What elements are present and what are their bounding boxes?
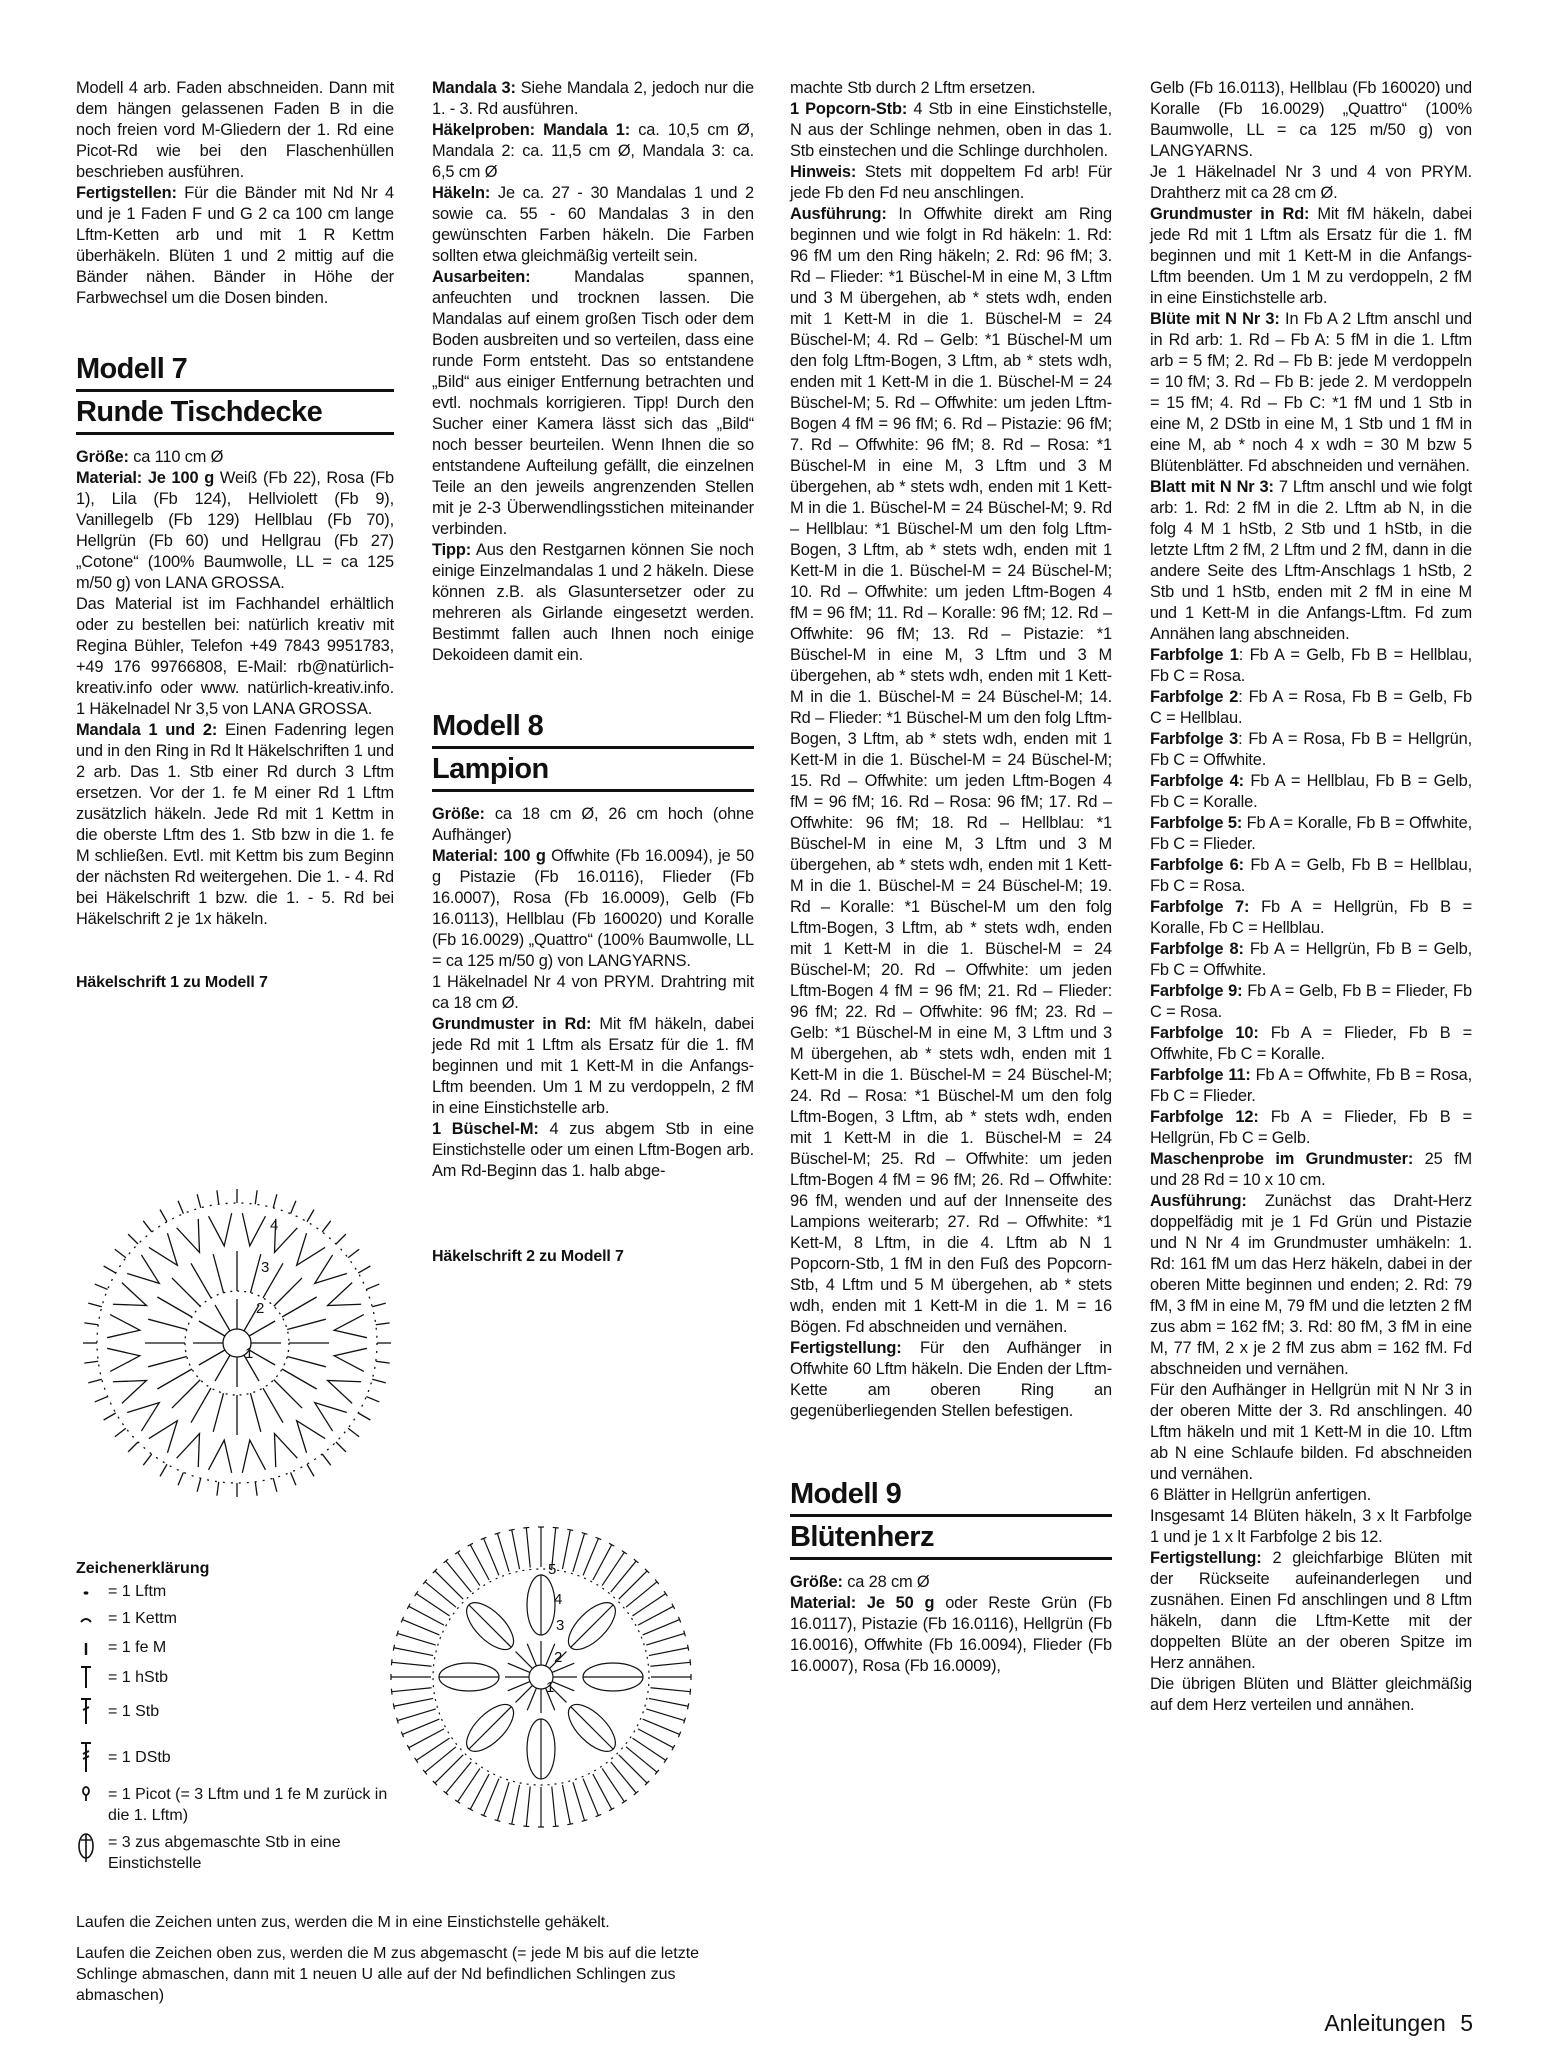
stitch-outer-round (526, 1528, 530, 1568)
stitch-top-bar (415, 1591, 418, 1596)
paragraph: Maschenprobe im Grundmuster: 25 fM und 28 Rd = 10 x 10 cm. (1150, 1150, 1472, 1189)
stitch-outer-round (643, 1620, 680, 1635)
stitch-round-3 (107, 1315, 140, 1338)
page-number: 5 (1460, 2010, 1473, 2036)
stitch-top-bar (509, 1824, 515, 1825)
round-number: 3 (556, 1617, 565, 1634)
stitch-outer-round (619, 1571, 647, 1599)
stitch-round-3 (297, 1233, 325, 1265)
stitch-outer-round (512, 1785, 520, 1824)
stitch-round-4 (104, 1413, 116, 1420)
stitch-round-4 (197, 1194, 201, 1208)
stitch-round-1 (199, 1350, 225, 1365)
paragraph: machte Stb durch 2 Lftm ersetzen. (790, 79, 1036, 97)
stitch-round-4 (95, 1397, 108, 1402)
stitch-top-bar (684, 1631, 686, 1637)
paragraph: Blüte mit N Nr 3: In Fb A 2 Lftm anschl und in Rd arb: 1. Rd – Fb A: 5 fM in die 1. Lftm arb = 5 fM; 2. Rd – Fb B: jede M verdoppeln = 10 fM; 3. Rd – Fb B: jede 2. M verdoppeln = 15 fM; 4. Rd – Fb C: *1 fM und 1 Stb in eine M, 2 DStb in eine M, 1 Stb und 1 fM in eine M, ab * noch 4 x wdh = 30 M bzw 5 Blütenblätter. Fd abschneiden und vernähen. (1150, 310, 1472, 475)
stitch-round-3 (209, 1440, 232, 1473)
stitch-round-3 (177, 1219, 200, 1253)
farbfolge-item: Farbfolge 6: Fb A = Gelb, Fb B = Hellblau, Fb C = Rosa. (1150, 856, 1473, 895)
paragraph: Insgesamt 14 Blüten häkeln, 3 x lt Farbfolge 1 und je 1 x lt Farbfolge 2 bis 12. (1150, 1507, 1472, 1546)
stitch-round-1 (508, 1682, 530, 1691)
paragraph: Größe: ca 18 cm Ø, 26 cm hoch (ohne Aufhänger) (432, 805, 754, 844)
stitch-outer-round (562, 1530, 570, 1569)
treble-crochet-icon (76, 1740, 108, 1774)
stitch-outer-round (512, 1530, 520, 1569)
stitch-round-4 (376, 1323, 390, 1325)
stitch-outer-round (643, 1719, 680, 1734)
legend-label: = 1 hStb (108, 1668, 169, 1686)
heading-subtitle: Blütenherz (790, 1517, 1112, 1560)
stitch-outer-round (626, 1582, 657, 1607)
stitch-round-4 (88, 1303, 102, 1307)
symbol-legend (76, 1558, 388, 1880)
stitch-round-4 (104, 1266, 116, 1273)
paragraph: Grundmuster in Rd: Mit fM häkeln, dabei jede Rd mit 1 Lftm als Ersatz für die 1. fM beginnen und mit 1 Kett-M in die Anfangs-Lftm beenden. Um 1 M zu verdoppeln, 2 fM in eine Einstichstelle arb. (432, 1015, 754, 1117)
paragraph: 1 Popcorn-Stb: 4 Stb in eine Einstichstelle, N aus der Schlinge nehmen, oben in das 1. Stb einstechen und die Schlinge durchholen. (790, 100, 1112, 160)
paragraph: Blatt mit N Nr 3: 7 Lftm anschl und wie folgt arb: 1. Rd: 2 fM in die 2. Lftm ab N, in die folg 4 M 1 hStb, 2 Stb und 1 hStb, in die letzte Lftm 2 fM, 2 Lftm und 2 fM, dann in die andere Seite des Lftm-Anschlags 1 hStb, 2 Stb und 1 hStb, enden mit 2 fM in eine M und 1 Kett-M in die Anfangs-Lftm. Fd zum Annähen lang abschneiden. (1150, 478, 1472, 643)
stitch-top-bar (688, 1645, 689, 1651)
stitch-top-bar (455, 1800, 460, 1803)
stitch-round-4 (348, 1428, 359, 1437)
stitch-round-2 (274, 1380, 302, 1408)
stitch-round-3 (127, 1255, 159, 1283)
stitch-round-4 (358, 1413, 370, 1420)
stitch-round-4 (322, 1454, 331, 1465)
stitch-round-2 (263, 1388, 283, 1423)
stitch-round-1 (516, 1652, 533, 1669)
stitch-round-4 (366, 1397, 379, 1402)
stitch-outer-round (646, 1633, 684, 1645)
paragraph: Mandala 1 und 2: Einen Fadenring legen und in den Ring in Rd lt Häkelschriften 1 und 2 arb. Das 1. Stb einer Rd durch 3 Lftm ersetzen. Vor der 1. fe M einer Rd 1 Lftm zusätzlich häkeln. Jede Rd mit 1 Kettm in die oberste Lftm des 1. Stb bzw in die 1. fe M schließen. Evtl. mit Kettm bis zum Beginn der nächsten Rd weitergehen. Die 1. - 4. Rd bei Häkelschrift 1 bzw. die 1. - 5. Rd bei Häkelschrift 2 je 1x häkeln. (76, 721, 394, 928)
stitch-round-3 (328, 1283, 362, 1306)
farbfolge-item: Farbfolge 12: Fb A = Flieder, Fb B = Hellgrün, Fb C = Gelb. (1150, 1108, 1472, 1147)
picot-icon (76, 1784, 108, 1804)
round-number: 5 (548, 1561, 557, 1578)
round-number: 1 (546, 1679, 555, 1696)
stitch-top-bar (684, 1718, 686, 1724)
heading-subtitle: Lampion (432, 749, 754, 792)
paragraph: Das Material ist im Fachhandel erhältlich oder zu bestellen bei: natürlich kreativ mit Regina Bühler, Telefon +49 7843 9951783, +49 176 99766808, E-Mail: rb@natürlich-kreativ.info oder www. natürlich-kreativ.info. 1 Häkelnadel Nr 3,5 von LANA GROSSA. (76, 595, 394, 718)
chart-caption: Häkelschrift 1 zu Modell 7 (76, 974, 268, 991)
stitch-round-4 (307, 1464, 314, 1476)
stitch-round-2 (571, 1707, 613, 1749)
stitch-top-bar (391, 1689, 392, 1695)
legend-item-fem (76, 1637, 388, 1658)
stitch-round-2 (172, 1278, 200, 1306)
single-crochet-icon (76, 1638, 108, 1658)
stitch-round-4 (366, 1284, 379, 1289)
stitch-top-bar (688, 1703, 689, 1709)
round-number: 3 (261, 1259, 270, 1276)
paragraph: 1 Büschel-M: 4 zus abgem Stb in eine Einstichstelle oder um einen Lftm-Bogen arb. Am Rd-Beginn das 1. halb abge- (432, 1120, 755, 1180)
stitch-round-3 (149, 1421, 177, 1453)
stitch-round-3 (315, 1255, 347, 1283)
farbfolge-item: Farbfolge 5: Fb A = Koralle, Fb B = Offwhite, Fb C = Flieder. (1150, 814, 1472, 853)
paragraph: Häkelproben: Mandala 1: ca. 10,5 cm Ø, Mandala 2: ca. 11,5 cm Ø, Mandala 3: ca. 6,5 cm Ø (432, 121, 754, 181)
stitch-round-4 (322, 1221, 331, 1232)
page-footer (1324, 2010, 1473, 2037)
paragraph: Material: Je 50 g oder Reste Grün (Fb 16.0117), Pistazie (Fb 16.0116), Hellgrün (Fb 16.0016), Offwhite (Fb 16.0094), Flieder (Fb 16.0007), Rosa (Fb 16.0009), (790, 1594, 1112, 1675)
column-3 (790, 78, 1112, 1677)
stitch-round-3 (113, 1381, 147, 1404)
stitch-round-4 (348, 1249, 359, 1258)
stitch-round-2 (148, 1319, 187, 1329)
stitch-outer-round (394, 1648, 433, 1656)
stitch-outer-round (649, 1648, 688, 1656)
legend-label: = 1 Lftm (108, 1583, 167, 1600)
stitch-round-2 (148, 1356, 187, 1366)
stitch-round-3 (107, 1348, 140, 1371)
stitch-round-1 (215, 1305, 230, 1331)
stitch-round-2 (191, 1263, 211, 1298)
stitch-top-bar (397, 1718, 399, 1724)
stitch-round-4 (84, 1323, 98, 1325)
round-number: 2 (256, 1300, 265, 1317)
stitch-round-4 (255, 1482, 257, 1496)
paragraph: 6 Blätter in Hellgrün anfertigen. (1150, 1486, 1372, 1504)
stitch-round-4 (372, 1303, 386, 1307)
paragraph: Fertigstellung: 2 gleichfarbige Blüten mit der Rückseite aufeinanderlegen und zusnähen. Einen Fd anschlingen und 8 Lftm häkeln, dann die Lftm-Kette mit der doppelten Blüte an der oberen Spitze im Herz annähen. (1150, 1549, 1472, 1672)
paragraph: Ausarbeiten: Mandalas spannen, anfeuchten und trocknen lassen. Die Mandalas auf einem großen Tisch oder dem Boden ausbreiten und so verteilen, dass eine runde Form entsteht. Das so entstandene „Bild“ aus einiger Entfernung betrachten und evtl. nochmals korrigieren. Tipp! Durch den Sucher einer Kamera lässt sich das „Bild“ noch besser beurteilen. Wenn Ihnen die so entstandene Aufteilung gefällt, die einzelnen Teile an den jeweils angrenzenden Stellen mit je 2-3 Überwendlingsstichen miteinander verbinden. (432, 268, 754, 538)
paragraph: Material: 100 g Offwhite (Fb 16.0094), je 50 g Pistazie (Fb 16.0116), Flieder (Fb 16.0007), Rosa (Fb 16.0009), Gelb (Fb 16.0113), Hellblau (Fb 160020) und Koralle (Fb 16.0029) „Quattro“ (100% Baumwolle, LL = ca 125 m/50 g) von LANGYARNS. (432, 847, 755, 970)
paragraph: Ausführung: Zunächst das Draht-Herz doppelfädig mit je 1 Fd Grün und Pistazie und N Nr 4 im Grundmuster umhäkeln: 1. Rd: 161 fM um das Herz häkeln, dabei in der oberen Mitte beginnen und enden; 2. Rd: 79 fM, 3 fM in eine M, 79 fM und die letzten 2 fM zus abm = 162 fM; 3. Rd: 80 fM, 3 fM in eine M, 77 fM, 2 x je 2 fM zus abm = 162 fM. Fd abschneiden und vernähen. (1150, 1192, 1472, 1378)
heading-title: Modell 8 (432, 706, 754, 749)
stitch-round-1 (215, 1355, 230, 1381)
legend-item-kettm (76, 1608, 388, 1629)
stitch-round-3 (297, 1421, 325, 1453)
stitch-outer-round (392, 1662, 432, 1666)
paragraph: Ausführung: In Offwhite direkt am Ring beginnen und wie folgt in Rd häkeln: 1. Rd: 96 fM um den Ring häkeln; 2. Rd: 96 fM; 3. Rd – Flieder: *1 Büschel-M in eine M, 3 Lftm und 3 M übergehen, ab * stets wdh, enden mit 1 Kett-M in die 1. Büschel-M = 24 Büschel-M; 4. Rd – Gelb: *1 Büschel-M um den folg Lftm-Bogen, 3 Lftm, ab * stets wdh, enden mit 1 Kett-M in die 1. Büschel-M = 24 Büschel-M; 5. Rd – Offwhite: um jeden Lftm-Bogen 4 fM = 96 fM; 6. Rd – Pistazie: 96 fM; 7. Rd – Offwhite: 96 fM; 8. Rd – Rosa: *1 Büschel-M in eine M, 3 Lftm und 3 M übergehen, ab * stets wdh, enden mit 1 Kett-M in die 1. Büschel-M = 24 Büschel-M; 9. Rd – Hellblau: *1 Büschel-M um den folg Lftm-Bogen, 3 Lftm, ab * stets wdh, enden mit 1 Kett-M in die 1. Büschel-M = 24 Büschel-M; 10. Rd – Offwhite: um jeden Lftm-Bogen 4 fM = 96 fM; 11. Rd – Koralle: 96 fM; 12. Rd – Offwhite: 96 fM; 13. Rd – Pistazie: *1 Büschel-M in eine M, 3 Lftm und 3 M übergehen, ab * stets wdh, enden mit 1 Kett-M in die 1. Büschel-M = 24 Büschel-M; 14. Rd – Flieder: *1 Büschel-M um den folg Lftm-Bogen, 3 Lftm, ab * stets wdh, enden mit 1 Kett-M in die 1. Büschel-M = 24 Büschel-M; 15. Rd – Offwhite: um jeden Lftm-Bogen 4 fM = 96 fM; 16. Rd – Rosa: 96 fM; 17. Rd – Offwhite: 96 fM; 18. Rd – Hellblau: *1 Büschel-M in eine M, 3 Lftm und 3 M übergehen, ab * stets wdh, enden mit 1 Kett-M in die 1. Büschel-M = 24 Büschel-M; 19. Rd – Koralle: *1 Büschel-M um den folg Lftm-Bogen, 3 Lftm, ab * stets wdh, enden mit 1 Kett-M in die 1. Büschel-M = 24 Büschel-M; 20. Rd – Offwhite: um jeden Lftm-Bogen 4 fM = 96 fM; 21. Rd – Flieder: 96 fM; 22. Rd – Offwhite: 96 fM; 23. Rd – Gelb: *1 Büschel-M in eine M, 3 Lftm und 3 M übergehen, ab * stets wdh, enden mit 1 Kett-M in die 1. Büschel-M = 24 Büschel-M; 24. Rd – Rosa: *1 Büschel-M um den folg Lftm-Bogen, 3 Lftm, ab * stets wdh, enden mit 1 Kett-M in die 1. Büschel-M = 24 Büschel-M; 25. Rd – Offwhite: um jeden Lftm-Bogen 4 fM = 96 fM; 26. Rd – Offwhite: 96 fM, wenden und auf der Innenseite des Lampions weiterarb; 27. Rd – Offwhite: *1 Kett-M, 8 Lftm, in die 4. Lftm ab N 1 Popcorn-Stb, 1 fM in den Fuß des Popcorn-Stb, 4 Lftm und 5 M übergehen, ab * stets wdh, enden mit 1 Kett-M in die 1. M = 16 Bögen. Fd abschneiden und vernähen. (790, 205, 1112, 1336)
chart-caption: Häkelschrift 2 zu Modell 7 (432, 1248, 624, 1265)
farbfolge-item: Farbfolge 1: Fb A = Gelb, Fb B = Hellblau, Fb C = Rosa. (1150, 646, 1472, 685)
stitch-outer-round (394, 1698, 433, 1706)
stitch-round-2 (250, 1254, 260, 1293)
stitch-outer-round (484, 1538, 499, 1575)
stitch-outer-round (573, 1782, 585, 1820)
stitch-round-4 (95, 1284, 108, 1289)
farbfolge-item: Farbfolge 2: Fb A = Rosa, Fb B = Gelb, Fb C = Hellblau. (1150, 688, 1472, 727)
stitch-top-bar (690, 1689, 691, 1695)
stitch-round-2 (172, 1380, 200, 1408)
legend-item-cluster (76, 1832, 388, 1874)
slip-stitch-icon (76, 1611, 108, 1627)
column-4 (1150, 78, 1472, 1716)
stitch-round-4 (336, 1234, 346, 1244)
paragraph: Gelb (Fb 16.0113), Hellblau (Fb 160020) und Koralle (Fb 16.0029) „Quattro“ (100% Baumwolle, LL = ca 125 m/50 g) von LANGYARNS. (1150, 79, 1472, 160)
stitch-round-4 (376, 1361, 390, 1363)
legend-label: = 1 fe M (108, 1639, 167, 1656)
stitch-round-4 (372, 1379, 386, 1383)
stitch-outer-round (425, 1582, 456, 1607)
stitch-top-bar (664, 1758, 667, 1763)
stitch-outer-round (402, 1719, 439, 1734)
stitch-round-1 (527, 1688, 536, 1710)
stitch-round-4 (291, 1472, 296, 1485)
stitch-top-bar (582, 1820, 588, 1822)
stitch-top-bar (567, 1529, 573, 1530)
stitch-round-3 (209, 1213, 232, 1246)
stitch-top-bar (553, 1527, 559, 1528)
stitch-round-2 (157, 1297, 192, 1317)
paragraph: Material: Je 100 g Weiß (Fb 22), Rosa (Fb 1), Lila (Fb 124), Hellviolett (Fb 9), Vanillegelb (Fb 129) Hellblau (Fb 70), Hellgrün (Fb 60) und Hellgrau (Fb 27) „Cotone“ (100% Baumwolle, LL = ca 125 m/50 g) von LANA GROSSA. (76, 469, 394, 592)
stitch-round-4 (115, 1428, 126, 1437)
stitch-round-2 (250, 1393, 260, 1432)
heading-title: Modell 9 (790, 1474, 1112, 1517)
stitch-top-bar (690, 1659, 691, 1665)
stitch-round-2 (287, 1356, 326, 1366)
footnote: Laufen die Zeichen unten zus, werden die M in eine Einstichstelle gehäkelt. (76, 1914, 610, 1931)
round-number: 2 (554, 1649, 563, 1666)
stitch-top-bar (393, 1703, 394, 1709)
section-heading-modell-8 (432, 706, 754, 792)
round-number: 4 (554, 1591, 563, 1608)
stitch-round-1 (552, 1682, 574, 1691)
legend-item-picot (76, 1784, 388, 1826)
paragraph: Fertigstellen: Für die Bänder mit Nd Nr 4 und je 1 Faden F und G 2 ca 100 cm lange Lftm-Ketten arb und mit 1 R Kettm überhäkeln. Blüten 1 und 2 mittig auf die Bänder nähen. Bänder in Höhe der Farbwechsel um die Dosen binden. (76, 184, 394, 307)
paragraph: Die übrigen Blüten und Blätter gleichmäßig auf dem Herz verteilen und annähen. (1150, 1675, 1472, 1714)
stitch-top-bar (393, 1645, 394, 1651)
paragraph: Grundmuster in Rd: Mit fM häkeln, dabei jede Rd mit 1 Lftm als Ersatz für die 1. fM beginnen und mit 1 Kett-M in die Anfangs-Lftm beenden. Um 1 M zu verdoppeln, 2 fM in eine Einstichstelle arb. (1150, 205, 1472, 307)
stitch-round-4 (128, 1442, 138, 1452)
stitch-outer-round (649, 1698, 688, 1706)
stitch-outer-round (583, 1538, 598, 1575)
legend-item-hstb (76, 1664, 388, 1690)
stitch-round-2 (213, 1393, 223, 1432)
stitch-outer-round (526, 1786, 530, 1826)
stitch-round-4 (358, 1266, 370, 1273)
column-2 (432, 78, 754, 1267)
cluster-stitch-icon (76, 1832, 108, 1864)
footnote: Laufen die Zeichen oben zus, werden die M zus abgemascht (= jede M bis auf die letzte Schlinge abmaschen, dann mit 1 neuen U alle auf der Nd befindlichen Schlingen zus abmaschen) (76, 1945, 700, 2004)
stitch-outer-round (435, 1755, 463, 1783)
farbfolge-item: Farbfolge 3: Fb A = Rosa, Fb B = Hellgrün, Fb C = Offwhite. (1150, 730, 1472, 769)
crochet-chart-1 (78, 1184, 396, 1502)
stitch-round-1 (508, 1663, 530, 1672)
stitch-round-1 (516, 1685, 533, 1702)
section-heading-modell-9 (790, 1474, 1112, 1560)
paragraph: Hinweis: Stets mit doppeltem Fd arb! Für jede Fb den Fd neu anschlingen. (790, 163, 1112, 202)
stitch-round-4 (291, 1201, 296, 1214)
stitch-round-1 (527, 1644, 536, 1666)
stitch-round-2 (287, 1319, 326, 1329)
stitch-outer-round (611, 1561, 636, 1592)
stitch-round-4 (143, 1221, 152, 1232)
paragraph: Mandala 3: Siehe Mandala 2, jedoch nur die 1. - 3. Rd ausführen. (432, 79, 754, 118)
stitch-top-bar (567, 1824, 573, 1825)
paragraph: 1 Häkelnadel Nr 4 von PRYM. Drahtring mit ca 18 cm Ø. (432, 973, 754, 1012)
stitch-top-bar (622, 1800, 627, 1803)
stitch-round-3 (242, 1213, 265, 1246)
stitch-round-4 (273, 1478, 277, 1492)
legend-title: Zeichenerklärung (76, 1560, 210, 1577)
stitch-outer-round (402, 1620, 439, 1635)
stitch-outer-round (626, 1747, 657, 1772)
section-heading-modell-7 (76, 349, 394, 435)
stitch-top-bar (582, 1533, 588, 1535)
stitch-round-4 (128, 1234, 138, 1244)
heading-title: Modell 7 (76, 349, 394, 392)
paragraph: Größe: ca 110 cm Ø (76, 448, 224, 466)
farbfolge-item: Farbfolge 4: Fb A = Hellblau, Fb B = Gelb, Fb C = Koralle. (1150, 772, 1473, 811)
legend-label: = 1 DStb (108, 1748, 171, 1766)
paragraph: Tipp: Aus den Restgarnen können Sie noch einige Einzelmandalas 1 und 2 häkeln. Diese können z.B. als Glasuntersetzer oder zu mehreren als Girlande eingesetzt werden. Bestimmt fallen auch Ihnen noch einige Dekoideen damit ein. (432, 541, 754, 664)
stitch-outer-round (446, 1561, 471, 1592)
stitch-round-4 (115, 1249, 126, 1258)
stitch-outer-round (392, 1688, 432, 1692)
heading-subtitle: Runde Tischdecke (76, 392, 394, 435)
half-double-crochet-icon (76, 1664, 108, 1690)
stitch-outer-round (619, 1755, 647, 1783)
stitch-round-3 (315, 1403, 347, 1431)
stitch-top-bar (455, 1551, 460, 1554)
stitch-round-2 (282, 1369, 317, 1389)
stitch-outer-round (425, 1747, 456, 1772)
stitch-outer-round (646, 1709, 684, 1721)
stitch-outer-round (562, 1785, 570, 1824)
round-number: 4 (270, 1217, 279, 1234)
stitch-top-bar (397, 1631, 399, 1637)
stitch-outer-round (497, 1782, 509, 1820)
farbfolge-item: Farbfolge 8: Fb A = Hellgrün, Fb B = Gelb, Fb C = Offwhite. (1150, 940, 1473, 979)
stitch-round-4 (88, 1379, 102, 1383)
stitch-round-4 (307, 1210, 314, 1222)
farbfolge-list (1150, 645, 1472, 1149)
stitch-round-3 (127, 1403, 159, 1431)
stitch-round-2 (469, 1707, 511, 1749)
stitch-round-3 (242, 1440, 265, 1473)
paragraph: Je 1 Häkelnadel Nr 3 und 4 von PRYM. Drahtherz mit ca 28 cm Ø. (1150, 163, 1472, 202)
stitch-round-4 (178, 1201, 183, 1214)
stitch-top-bar (523, 1826, 529, 1827)
stitch-outer-round (650, 1688, 690, 1692)
paragraph: Häkeln: Je ca. 27 - 30 Mandalas 1 und 2 sowie ca. 55 - 60 Mandalas 3 in den gewünschten Farben häkeln. Die Farben sollten etwa gleichmäßig verteilt sein. (432, 184, 754, 265)
stitch-outer-round (611, 1762, 636, 1793)
stitch-round-1 (249, 1321, 275, 1336)
double-crochet-icon (76, 1696, 108, 1726)
stitch-round-4 (255, 1190, 257, 1204)
farbfolge-item: Farbfolge 11: Fb A = Offwhite, Fb B = Rosa, Fb C = Flieder. (1150, 1066, 1472, 1105)
paragraph: Fertigstellung: Für den Aufhänger in Offwhite 60 Lftm häkeln. Die Enden der Lftm-Kette am oberen Ring an gegenüberliegenden Stellen befestigen. (790, 1339, 1112, 1420)
stitch-top-bar (664, 1591, 667, 1596)
stitch-outer-round (552, 1786, 556, 1826)
stitch-round-4 (197, 1478, 201, 1492)
stitch-round-4 (178, 1472, 183, 1485)
stitch-round-2 (157, 1369, 192, 1389)
chain-stitch-icon (76, 1584, 108, 1600)
stitch-round-2 (571, 1605, 613, 1647)
legend-label: = 1 Picot (= 3 Lftm und 1 fe M zurück in die 1. Lftm) (108, 1786, 388, 1824)
stitch-round-3 (149, 1233, 177, 1265)
stitch-outer-round (397, 1709, 435, 1721)
stitch-outer-round (397, 1633, 435, 1645)
stitch-round-2 (274, 1278, 302, 1306)
stitch-top-bar (415, 1758, 418, 1763)
stitch-top-bar (622, 1551, 627, 1554)
stitch-top-bar (509, 1529, 515, 1530)
legend-item-stb (76, 1696, 388, 1726)
stitch-round-1 (199, 1321, 225, 1336)
stitch-round-2 (282, 1297, 317, 1317)
stitch-outer-round (446, 1762, 471, 1793)
stitch-round-4 (160, 1464, 167, 1476)
stitch-outer-round (573, 1533, 585, 1571)
legend-label: = 3 zus abgemaschte Stb in eine Einstichstelle (108, 1834, 341, 1872)
legend-label: = 1 Kettm (108, 1610, 177, 1627)
stitch-round-3 (275, 1434, 298, 1468)
stitch-round-2 (213, 1254, 223, 1293)
stitch-top-bar (495, 1533, 501, 1535)
legend-item-lftm (76, 1581, 388, 1602)
stitch-outer-round (583, 1779, 598, 1816)
stitch-round-4 (217, 1190, 219, 1204)
stitch-top-bar (391, 1659, 392, 1665)
stitch-round-4 (143, 1454, 152, 1465)
stitch-round-4 (273, 1194, 277, 1208)
section-label: Anleitungen (1324, 2010, 1446, 2036)
legend-item-dstb (76, 1740, 388, 1774)
stitch-round-4 (217, 1482, 219, 1496)
chart-notes (76, 1912, 736, 2006)
paragraph: Modell 4 arb. Faden abschneiden. Dann mit dem hängen gelassenen Faden B in die noch freien vord M-Gliedern der 1. Rd eine Picot-Rd wie bei den Flaschenhüllen beschrieben ausführen. (76, 79, 394, 181)
stitch-outer-round (650, 1662, 690, 1666)
stitch-round-3 (113, 1283, 147, 1306)
stitch-round-3 (177, 1434, 200, 1468)
legend-label: = 1 Stb (108, 1702, 160, 1720)
stitch-top-bar (523, 1527, 529, 1528)
stitch-top-bar (553, 1826, 559, 1827)
paragraph: Für den Aufhänger in Hellgrün mit N Nr 3 in der oberen Mitte der 3. Rd anschlingen. 40 Lftm häkeln und mit 1 Kett-M in die 10. Lftm ab N eine Schlaufe bilden. Fd abschneiden und vernähen. (1150, 1381, 1472, 1483)
round-number: 1 (245, 1345, 254, 1362)
stitch-top-bar (495, 1820, 501, 1822)
stitch-round-2 (191, 1388, 211, 1423)
stitch-round-2 (469, 1605, 511, 1647)
stitch-round-3 (334, 1315, 367, 1338)
stitch-outer-round (435, 1571, 463, 1599)
crochet-chart-2 (376, 1512, 706, 1842)
stitch-outer-round (484, 1779, 499, 1816)
stitch-round-4 (84, 1361, 98, 1363)
column-1 (76, 78, 394, 993)
stitch-round-4 (160, 1210, 167, 1222)
farbfolge-item: Farbfolge 10: Fb A = Flieder, Fb B = Offwhite, Fb C = Koralle. (1150, 1024, 1472, 1063)
stitch-round-3 (328, 1381, 362, 1404)
chain-round (97, 1203, 377, 1483)
stitch-round-3 (334, 1348, 367, 1371)
farbfolge-item: Farbfolge 9: Fb A = Gelb, Fb B = Flieder, Fb C = Rosa. (1150, 982, 1472, 1021)
farbfolge-item: Farbfolge 7: Fb A = Hellgrün, Fb B = Koralle, Fb C = Hellblau. (1150, 898, 1473, 937)
stitch-round-4 (336, 1442, 346, 1452)
stitch-outer-round (497, 1533, 509, 1571)
paragraph: Größe: ca 28 cm Ø (790, 1573, 930, 1591)
